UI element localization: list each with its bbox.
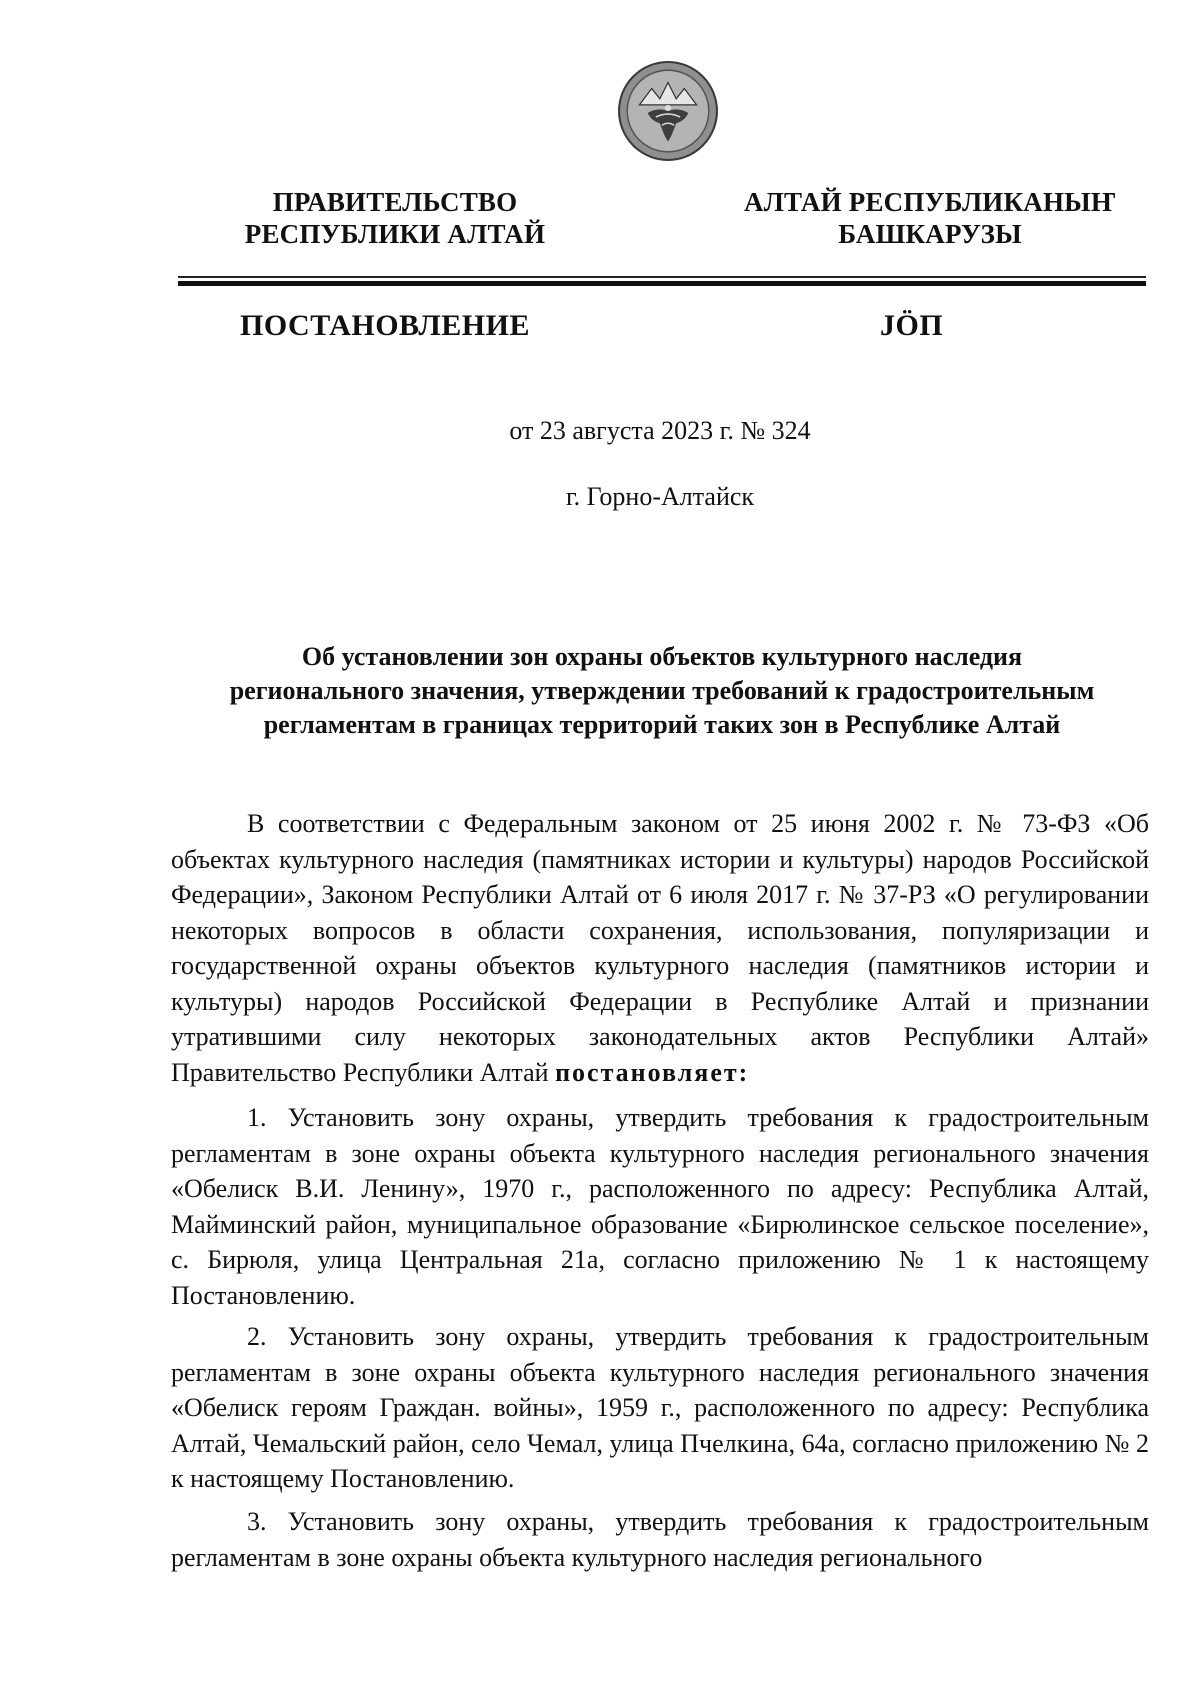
preamble-text: В соответствии с Федеральным законом от 25 июня 2002 г. № 73-ФЗ «Об объектах культурного наследия (памятниках истории и культуры) народов Российской Федерации», Законом Республики Алтай от 6 июля 2017 г. № 37-РЗ «О регулировании некоторых вопросов в области сохранения, использования, популяризации и государственной охраны объектов культурного наследия (памятников истории и культуры) народов Российской Федерации в Республике Алтай и признании утратившими силу некоторых законодательных актов Республики Алтай» Правительство Республики Алтай — [171, 809, 1149, 1087]
title-line3: регламентам в границах территорий таких зон в Республике Алтай — [263, 710, 1061, 739]
coat-of-arms-emblem — [617, 60, 719, 162]
title-line1: Об установлении зон охраны объектов культурного наследия — [301, 642, 1023, 671]
doc-type-altai: JӦП — [880, 309, 944, 342]
header-divider-thin — [178, 276, 1146, 278]
header-divider-thick — [178, 281, 1146, 286]
decree-item-1: 1. Установить зону охраны, утвердить требования к градостроительным регламентам в зоне охраны объекта культурного наследия регионального значения «Обелиск В.И. Ленину», 1970 г., расположенного по адресу: Республика Алтай, Майминский район, муниципальное образование «Бирюлинское сельское поселение», с. Бирюля, улица Центральная 21а, согласно приложению № 1 к настоящему Постановлению. — [171, 1103, 1149, 1310]
document-date-number: от 23 августа 2023 г. № 324 — [509, 416, 811, 445]
government-name-russian — [230, 186, 560, 250]
preamble-paragraph — [171, 806, 1149, 1090]
government-name-altai — [720, 186, 1140, 250]
header-left-line2: РЕСПУБЛИКИ АЛТАЙ — [244, 219, 546, 249]
title-line2: регионального значения, утверждении требований к градостроительным — [229, 676, 1095, 705]
header-left-line1: ПРАВИТЕЛЬСТВО — [272, 187, 518, 217]
preamble-keyword: постановляет: — [555, 1057, 750, 1087]
document-city: г. Горно-Алтайск — [565, 482, 755, 511]
decree-item-2: 2. Установить зону охраны, утвердить требования к градостроительным регламентам в зоне охраны объекта культурного наследия регионального значения «Обелиск героям Граждан. войны», 1959 г., расположенного по адресу: Республика Алтай, Чемальский район, село Чемал, улица Пчелкина, 64а, согласно приложению № 2 к настоящему Постановлению. — [171, 1322, 1149, 1493]
decree-item-3: 3. Установить зону охраны, утвердить требования к градостроительным регламентам в зоне охраны объекта культурного наследия регионального — [171, 1507, 1149, 1572]
header-right-line1: АЛТАЙ РЕСПУБЛИКАНЫҤ — [744, 187, 1116, 217]
document-title — [178, 640, 1146, 742]
header-right-line2: БАШКАРУЗЫ — [838, 219, 1022, 249]
doc-type-russian: ПОСТАНОВЛЕНИЕ — [240, 309, 530, 342]
